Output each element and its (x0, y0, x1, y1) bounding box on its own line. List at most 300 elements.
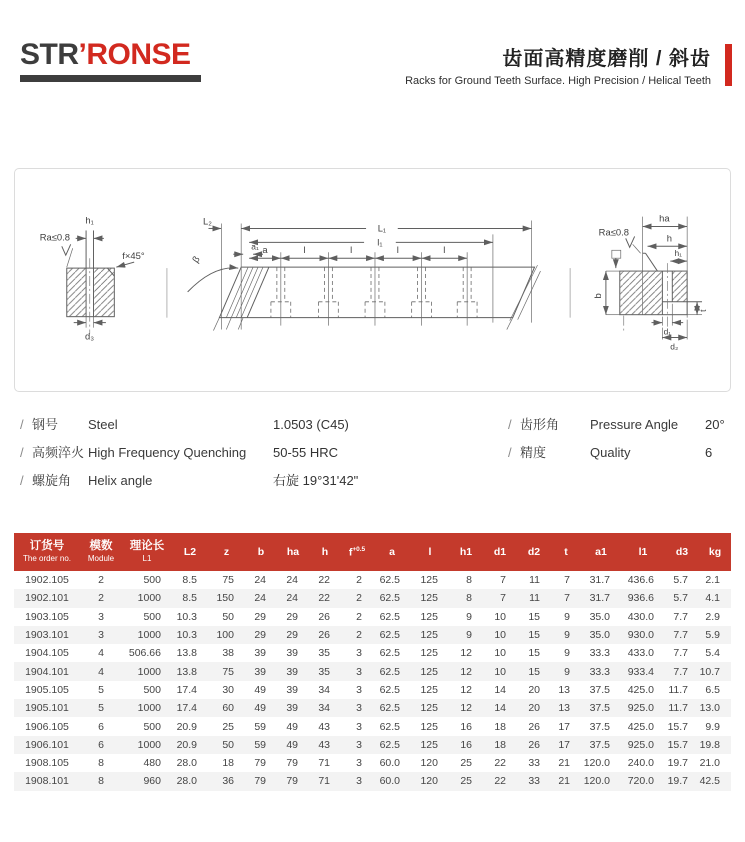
l1-cell: 933.4 (627, 665, 654, 678)
hole (412, 252, 432, 325)
b-cell: 79 (254, 757, 266, 770)
l-cell: 120 (420, 775, 438, 788)
table-row (14, 772, 731, 790)
t-cell: 21 (558, 757, 570, 770)
d3-cell: 11.7 (668, 702, 688, 715)
l-cell: 125 (420, 610, 438, 623)
spec-label-zh: 齿形角 (520, 417, 560, 432)
dim-label-a: a (262, 244, 268, 256)
z-cell: 36 (222, 775, 234, 788)
order-no-cell: 1908.105 (25, 757, 69, 770)
d3-cell: 11.7 (668, 683, 688, 696)
f-cell: 3 (356, 702, 362, 715)
a-cell: 62.5 (379, 629, 400, 642)
h1-cell: 16 (460, 720, 472, 733)
d3-cell: 19.7 (667, 757, 688, 770)
order-no-cell: 1903.105 (25, 610, 69, 623)
ha-cell: 24 (286, 592, 298, 605)
hole (318, 252, 338, 325)
d3-cell: 15.7 (667, 720, 688, 733)
l1-cell: 925.0 (627, 702, 654, 715)
table-body (14, 571, 731, 791)
t-cell: 17 (558, 720, 570, 733)
dim-label-chamfer: f×45° (122, 250, 145, 262)
h-cell: 26 (318, 610, 330, 623)
d3-cell: 7.7 (673, 647, 688, 660)
dim-label-b: b (591, 293, 603, 299)
hole (457, 252, 477, 325)
d2-cell: 20 (528, 702, 540, 715)
title-accent-bar (725, 44, 732, 86)
l1-cell: 930.0 (627, 629, 654, 642)
b-cell: 29 (254, 629, 266, 642)
spec-row-pressure-angle (508, 414, 725, 430)
h-cell: 26 (318, 629, 330, 642)
spec-slash: / (20, 473, 24, 488)
col-header-d1: d1 (483, 533, 517, 571)
h1-cell: 9 (466, 610, 472, 623)
d3-cell: 5.7 (673, 574, 688, 587)
kg-cell: 5.9 (705, 629, 720, 642)
kg-cell: 10.7 (699, 665, 720, 678)
d1-cell: 14 (494, 702, 506, 715)
h1-cell: 12 (460, 702, 472, 715)
d3-cell: 5.7 (673, 592, 688, 605)
t-cell: 13 (558, 702, 570, 715)
f-cell: 2 (356, 629, 362, 642)
spec-label-en: High Frequency Quenching (88, 445, 247, 460)
a-cell: 62.5 (379, 647, 400, 660)
ha-cell: 49 (286, 738, 298, 751)
rack-product-table (14, 533, 731, 791)
l2-cell: 28.0 (176, 775, 197, 788)
col-header-h: h (309, 533, 341, 571)
b-cell: 49 (254, 683, 266, 696)
spec-row-quenching (20, 442, 358, 458)
col-header-h1: h1 (449, 533, 483, 571)
a-cell: 62.5 (379, 610, 400, 623)
spec-value: 1.0503 (C45) (273, 417, 349, 432)
a-cell: 62.5 (379, 665, 400, 678)
t-cell: 9 (564, 647, 570, 660)
d1-cell: 7 (500, 574, 506, 587)
t-cell: 17 (558, 738, 570, 751)
l2-cell: 13.8 (176, 647, 197, 660)
t-cell: 9 (564, 610, 570, 623)
dim-label-l1: l₁ (377, 236, 383, 248)
spec-label-zh: 高频淬火 (32, 445, 85, 460)
theory-length-l1-cell: 960 (143, 775, 161, 788)
z-cell: 50 (222, 610, 234, 623)
col-header-theory-length-l1: 理论长 L1 (122, 533, 172, 571)
l2-cell: 20.9 (176, 738, 197, 751)
d2-cell: 33 (528, 757, 540, 770)
h-cell: 22 (318, 574, 330, 587)
t-cell: 21 (558, 775, 570, 788)
ha-cell: 29 (286, 629, 298, 642)
technical-drawing-panel (14, 168, 731, 392)
a1-cell: 37.5 (589, 702, 610, 715)
col-header-module: 模数 Module (80, 533, 122, 571)
order-no-cell: 1904.105 (25, 647, 69, 660)
d2-cell: 26 (528, 720, 540, 733)
table-row (14, 754, 731, 772)
kg-cell: 42.5 (699, 775, 720, 788)
dim-label-L2: L₂ (203, 215, 212, 227)
b-cell: 59 (254, 720, 266, 733)
a-cell: 60.0 (379, 775, 400, 788)
theory-length-l1-cell: 1000 (137, 738, 161, 751)
theory-length-l1-cell: 500 (143, 574, 161, 587)
spec-label-en: Quality (590, 445, 631, 460)
spec-slash: / (20, 417, 24, 432)
t-cell: 9 (564, 629, 570, 642)
module-cell: 2 (98, 574, 104, 587)
d2-cell: 20 (528, 683, 540, 696)
col-header-ha: ha (277, 533, 309, 571)
z-cell: 38 (222, 647, 234, 660)
d1-cell: 10 (494, 647, 506, 660)
d2-cell: 26 (528, 738, 540, 751)
dim-label-d2: d₂ (670, 341, 679, 352)
h1-cell: 9 (466, 629, 472, 642)
table-row (14, 626, 731, 644)
spec-label-zh: 螺旋角 (32, 473, 72, 488)
table-row (14, 662, 731, 680)
h1-cell: 25 (460, 775, 472, 788)
theory-length-l1-cell: 500 (143, 610, 161, 623)
d1-cell: 7 (500, 592, 506, 605)
page-title-zh: 齿面高精度磨削 / 斜齿 (502, 48, 711, 70)
d2-cell: 33 (528, 775, 540, 788)
kg-cell: 2.9 (705, 610, 720, 623)
l-cell: 125 (420, 592, 438, 605)
h1-cell: 16 (460, 738, 472, 751)
ha-cell: 49 (286, 720, 298, 733)
t-cell: 7 (564, 592, 570, 605)
order-no-cell: 1906.105 (25, 720, 69, 733)
col-header-a1: a1 (581, 533, 621, 571)
dim-label-beta: β (189, 253, 202, 265)
d2-cell: 15 (528, 665, 540, 678)
surface-finish-label-left: Ra≤0.8 (39, 231, 70, 243)
f-cell: 3 (356, 720, 362, 733)
kg-cell: 13.0 (699, 702, 720, 715)
kg-cell: 5.4 (705, 647, 720, 660)
f-cell: 2 (356, 610, 362, 623)
a-cell: 62.5 (379, 738, 400, 751)
order-no-cell: 1902.105 (25, 574, 69, 587)
f-cell: 3 (356, 665, 362, 678)
dim-label-l-3: l (396, 244, 399, 256)
d2-cell: 15 (528, 629, 540, 642)
f-cell: 3 (356, 647, 362, 660)
theory-length-l1-cell: 1000 (137, 592, 161, 605)
module-cell: 2 (98, 592, 104, 605)
theory-length-l1-cell: 500 (143, 720, 161, 733)
specs-section (0, 414, 745, 514)
end-section-view (592, 213, 708, 352)
table-row (14, 717, 731, 735)
logo-text (20, 40, 201, 70)
l2-cell: 28.0 (176, 757, 197, 770)
l2-cell: 17.4 (176, 683, 197, 696)
l-cell: 125 (420, 665, 438, 678)
spec-slash: / (20, 445, 24, 460)
rack-technical-drawing (15, 169, 730, 391)
a-cell: 60.0 (379, 757, 400, 770)
kg-cell: 6.5 (705, 683, 720, 696)
a1-cell: 37.5 (589, 683, 610, 696)
ha-cell: 79 (286, 757, 298, 770)
table-header-row (14, 533, 731, 571)
col-header-l1: l1 (621, 533, 665, 571)
h1-cell: 12 (460, 683, 472, 696)
d2-cell: 11 (529, 574, 540, 587)
z-cell: 150 (216, 592, 234, 605)
col-header-b: b (245, 533, 277, 571)
d1-cell: 10 (494, 629, 506, 642)
table-row (14, 571, 731, 589)
dim-label-L1: L₁ (377, 222, 387, 234)
spec-label-en: Pressure Angle (590, 417, 679, 432)
module-cell: 5 (98, 683, 104, 696)
spec-slash: / (508, 417, 512, 432)
a1-cell: 35.0 (589, 610, 610, 623)
d2-cell: 15 (528, 610, 540, 623)
l-cell: 125 (420, 702, 438, 715)
spec-value: 50-55 HRC (273, 445, 339, 460)
module-cell: 6 (98, 720, 104, 733)
l1-cell: 433.0 (627, 647, 654, 660)
h1-cell: 12 (460, 647, 472, 660)
t-cell: 13 (558, 683, 570, 696)
l1-cell: 436.6 (627, 574, 654, 587)
ha-cell: 39 (286, 683, 298, 696)
page-title-block (405, 42, 711, 87)
table-row (14, 699, 731, 717)
specs-left-column (20, 414, 358, 498)
order-no-cell: 1906.101 (25, 738, 69, 751)
ha-cell: 39 (286, 702, 298, 715)
l-cell: 125 (420, 683, 438, 696)
theory-length-l1-cell: 500 (143, 683, 161, 696)
order-no-cell: 1903.101 (25, 629, 69, 642)
b-cell: 39 (254, 647, 266, 660)
spec-value: 6 (705, 445, 713, 460)
spec-row-quality (508, 442, 725, 458)
a1-cell: 33.3 (589, 665, 610, 678)
mounting-holes (271, 252, 477, 325)
col-header-t: t (551, 533, 581, 571)
l-cell: 125 (420, 647, 438, 660)
table-row (14, 608, 731, 626)
spec-value: 右旋 19°31'42" (273, 473, 359, 488)
d3-cell: 7.7 (673, 610, 688, 623)
col-header-d3: d3 (665, 533, 699, 571)
ha-cell: 39 (286, 665, 298, 678)
module-cell: 8 (98, 775, 104, 788)
module-cell: 3 (98, 610, 104, 623)
module-cell: 6 (98, 738, 104, 751)
h-cell: 71 (318, 757, 330, 770)
logo-text-str: STR (20, 38, 79, 71)
f-cell: 3 (356, 757, 362, 770)
ha-cell: 24 (286, 574, 298, 587)
f-cell: 3 (356, 738, 362, 751)
table-row (14, 644, 731, 662)
l1-cell: 430.0 (627, 610, 654, 623)
kg-cell: 4.1 (705, 592, 720, 605)
theory-length-l1-cell: 480 (143, 757, 161, 770)
module-cell: 8 (98, 757, 104, 770)
l-cell: 125 (420, 720, 438, 733)
kg-cell: 2.1 (705, 574, 720, 587)
l2-cell: 17.4 (176, 702, 197, 715)
a-cell: 62.5 (379, 702, 400, 715)
surface-finish-label-right: Ra≤0.8 (598, 226, 629, 238)
dim-label-l-4: l (443, 244, 446, 256)
l1-cell: 240.0 (627, 757, 654, 770)
b-cell: 24 (254, 592, 266, 605)
col-header-kg: kg (699, 533, 731, 571)
col-header-l2: L2 (172, 533, 208, 571)
d1-cell: 10 (494, 610, 506, 623)
b-cell: 79 (254, 775, 266, 788)
a1-cell: 37.5 (589, 720, 610, 733)
h1-cell: 8 (466, 592, 472, 605)
f-cell: 3 (356, 683, 362, 696)
col-header-f: $f^{+0.5}$ (341, 533, 373, 571)
col-header-z: z (208, 533, 245, 571)
z-cell: 30 (222, 683, 234, 696)
d3-cell: 7.7 (673, 629, 688, 642)
dim-label-l-1: l (303, 244, 306, 256)
theory-length-l1-cell: 1000 (137, 702, 161, 715)
l1-cell: 720.0 (627, 775, 654, 788)
f-cell: 3 (356, 775, 362, 788)
a1-cell: 120.0 (583, 775, 610, 788)
left-section-view (40, 215, 145, 342)
d2-cell: 11 (529, 592, 540, 605)
kg-cell: 9.9 (705, 720, 720, 733)
module-cell: 3 (98, 629, 104, 642)
a1-cell: 35.0 (589, 629, 610, 642)
l2-cell: 8.5 (182, 574, 197, 587)
d1-cell: 18 (494, 720, 506, 733)
f-cell: 2 (356, 592, 362, 605)
d1-cell: 14 (494, 683, 506, 696)
a1-cell: 120.0 (583, 757, 610, 770)
dim-label-l-2: l (350, 244, 353, 256)
a1-cell: 31.7 (589, 574, 610, 587)
l2-cell: 10.3 (176, 629, 197, 642)
spec-row-steel (20, 414, 358, 430)
l-cell: 120 (420, 757, 438, 770)
spec-value: 20° (705, 417, 725, 432)
kg-cell: 19.8 (699, 738, 720, 751)
l1-cell: 425.0 (627, 683, 654, 696)
d3-cell: 7.7 (673, 665, 688, 678)
spec-row-helix-angle (20, 470, 358, 486)
a-cell: 62.5 (379, 720, 400, 733)
a1-cell: 33.3 (589, 647, 610, 660)
a-cell: 62.5 (379, 683, 400, 696)
ha-cell: 39 (286, 647, 298, 660)
b-cell: 39 (254, 665, 266, 678)
surface-finish-icon (626, 236, 635, 247)
kg-cell: 21.0 (699, 757, 720, 770)
module-cell: 4 (98, 665, 104, 678)
theory-length-l1-cell: 1000 (137, 629, 161, 642)
hole (271, 252, 291, 325)
l1-cell: 925.0 (627, 738, 654, 751)
d2-cell: 15 (528, 647, 540, 660)
l2-cell: 10.3 (176, 610, 197, 623)
a1-cell: 37.5 (589, 738, 610, 751)
theory-length-l1-cell: 1000 (137, 665, 161, 678)
spec-label-en: Helix angle (88, 473, 153, 488)
h1-cell: 12 (460, 665, 472, 678)
logo-text-ronse: ’RONSE (78, 38, 191, 71)
specs-right-column (508, 414, 725, 470)
z-cell: 60 (222, 702, 234, 715)
b-cell: 24 (254, 574, 266, 587)
h1-cell: 25 (460, 757, 472, 770)
spec-label-zh: 精度 (520, 445, 547, 460)
h-cell: 71 (318, 775, 330, 788)
a-cell: 62.5 (379, 574, 400, 587)
surface-finish-icon (62, 244, 71, 255)
dim-label-h: h (666, 232, 672, 244)
table-row (14, 681, 731, 699)
ha-cell: 79 (286, 775, 298, 788)
dim-label-d3: d₃ (85, 330, 95, 342)
order-no-cell: 1904.101 (25, 665, 69, 678)
h-cell: 22 (318, 592, 330, 605)
h-cell: 35 (318, 665, 330, 678)
l2-cell: 13.8 (176, 665, 197, 678)
dim-label-h1-right: h₁ (674, 248, 683, 259)
l2-cell: 20.9 (176, 720, 197, 733)
l2-cell: 8.5 (182, 592, 197, 605)
ha-cell: 29 (286, 610, 298, 623)
col-header-l: l (411, 533, 449, 571)
h-cell: 43 (318, 738, 330, 751)
a1-cell: 31.7 (589, 592, 610, 605)
l1-cell: 936.6 (627, 592, 654, 605)
d1-cell: 22 (494, 775, 506, 788)
z-cell: 100 (216, 629, 234, 642)
a-cell: 62.5 (379, 592, 400, 605)
f-cell: 2 (356, 574, 362, 587)
h-cell: 34 (318, 702, 330, 715)
h-cell: 35 (318, 647, 330, 660)
l-cell: 125 (420, 738, 438, 751)
b-cell: 59 (254, 738, 266, 751)
order-no-cell: 1905.101 (25, 702, 69, 715)
theory-length-l1-cell: 506.66 (128, 647, 161, 660)
b-cell: 49 (254, 702, 266, 715)
spec-slash: / (508, 445, 512, 460)
d1-cell: 10 (494, 665, 506, 678)
d3-cell: 19.7 (667, 775, 688, 788)
spec-label-en: Steel (88, 417, 118, 432)
d3-cell: 15.7 (667, 738, 688, 751)
b-cell: 29 (254, 610, 266, 623)
col-header-a: a (373, 533, 411, 571)
z-cell: 75 (222, 665, 234, 678)
